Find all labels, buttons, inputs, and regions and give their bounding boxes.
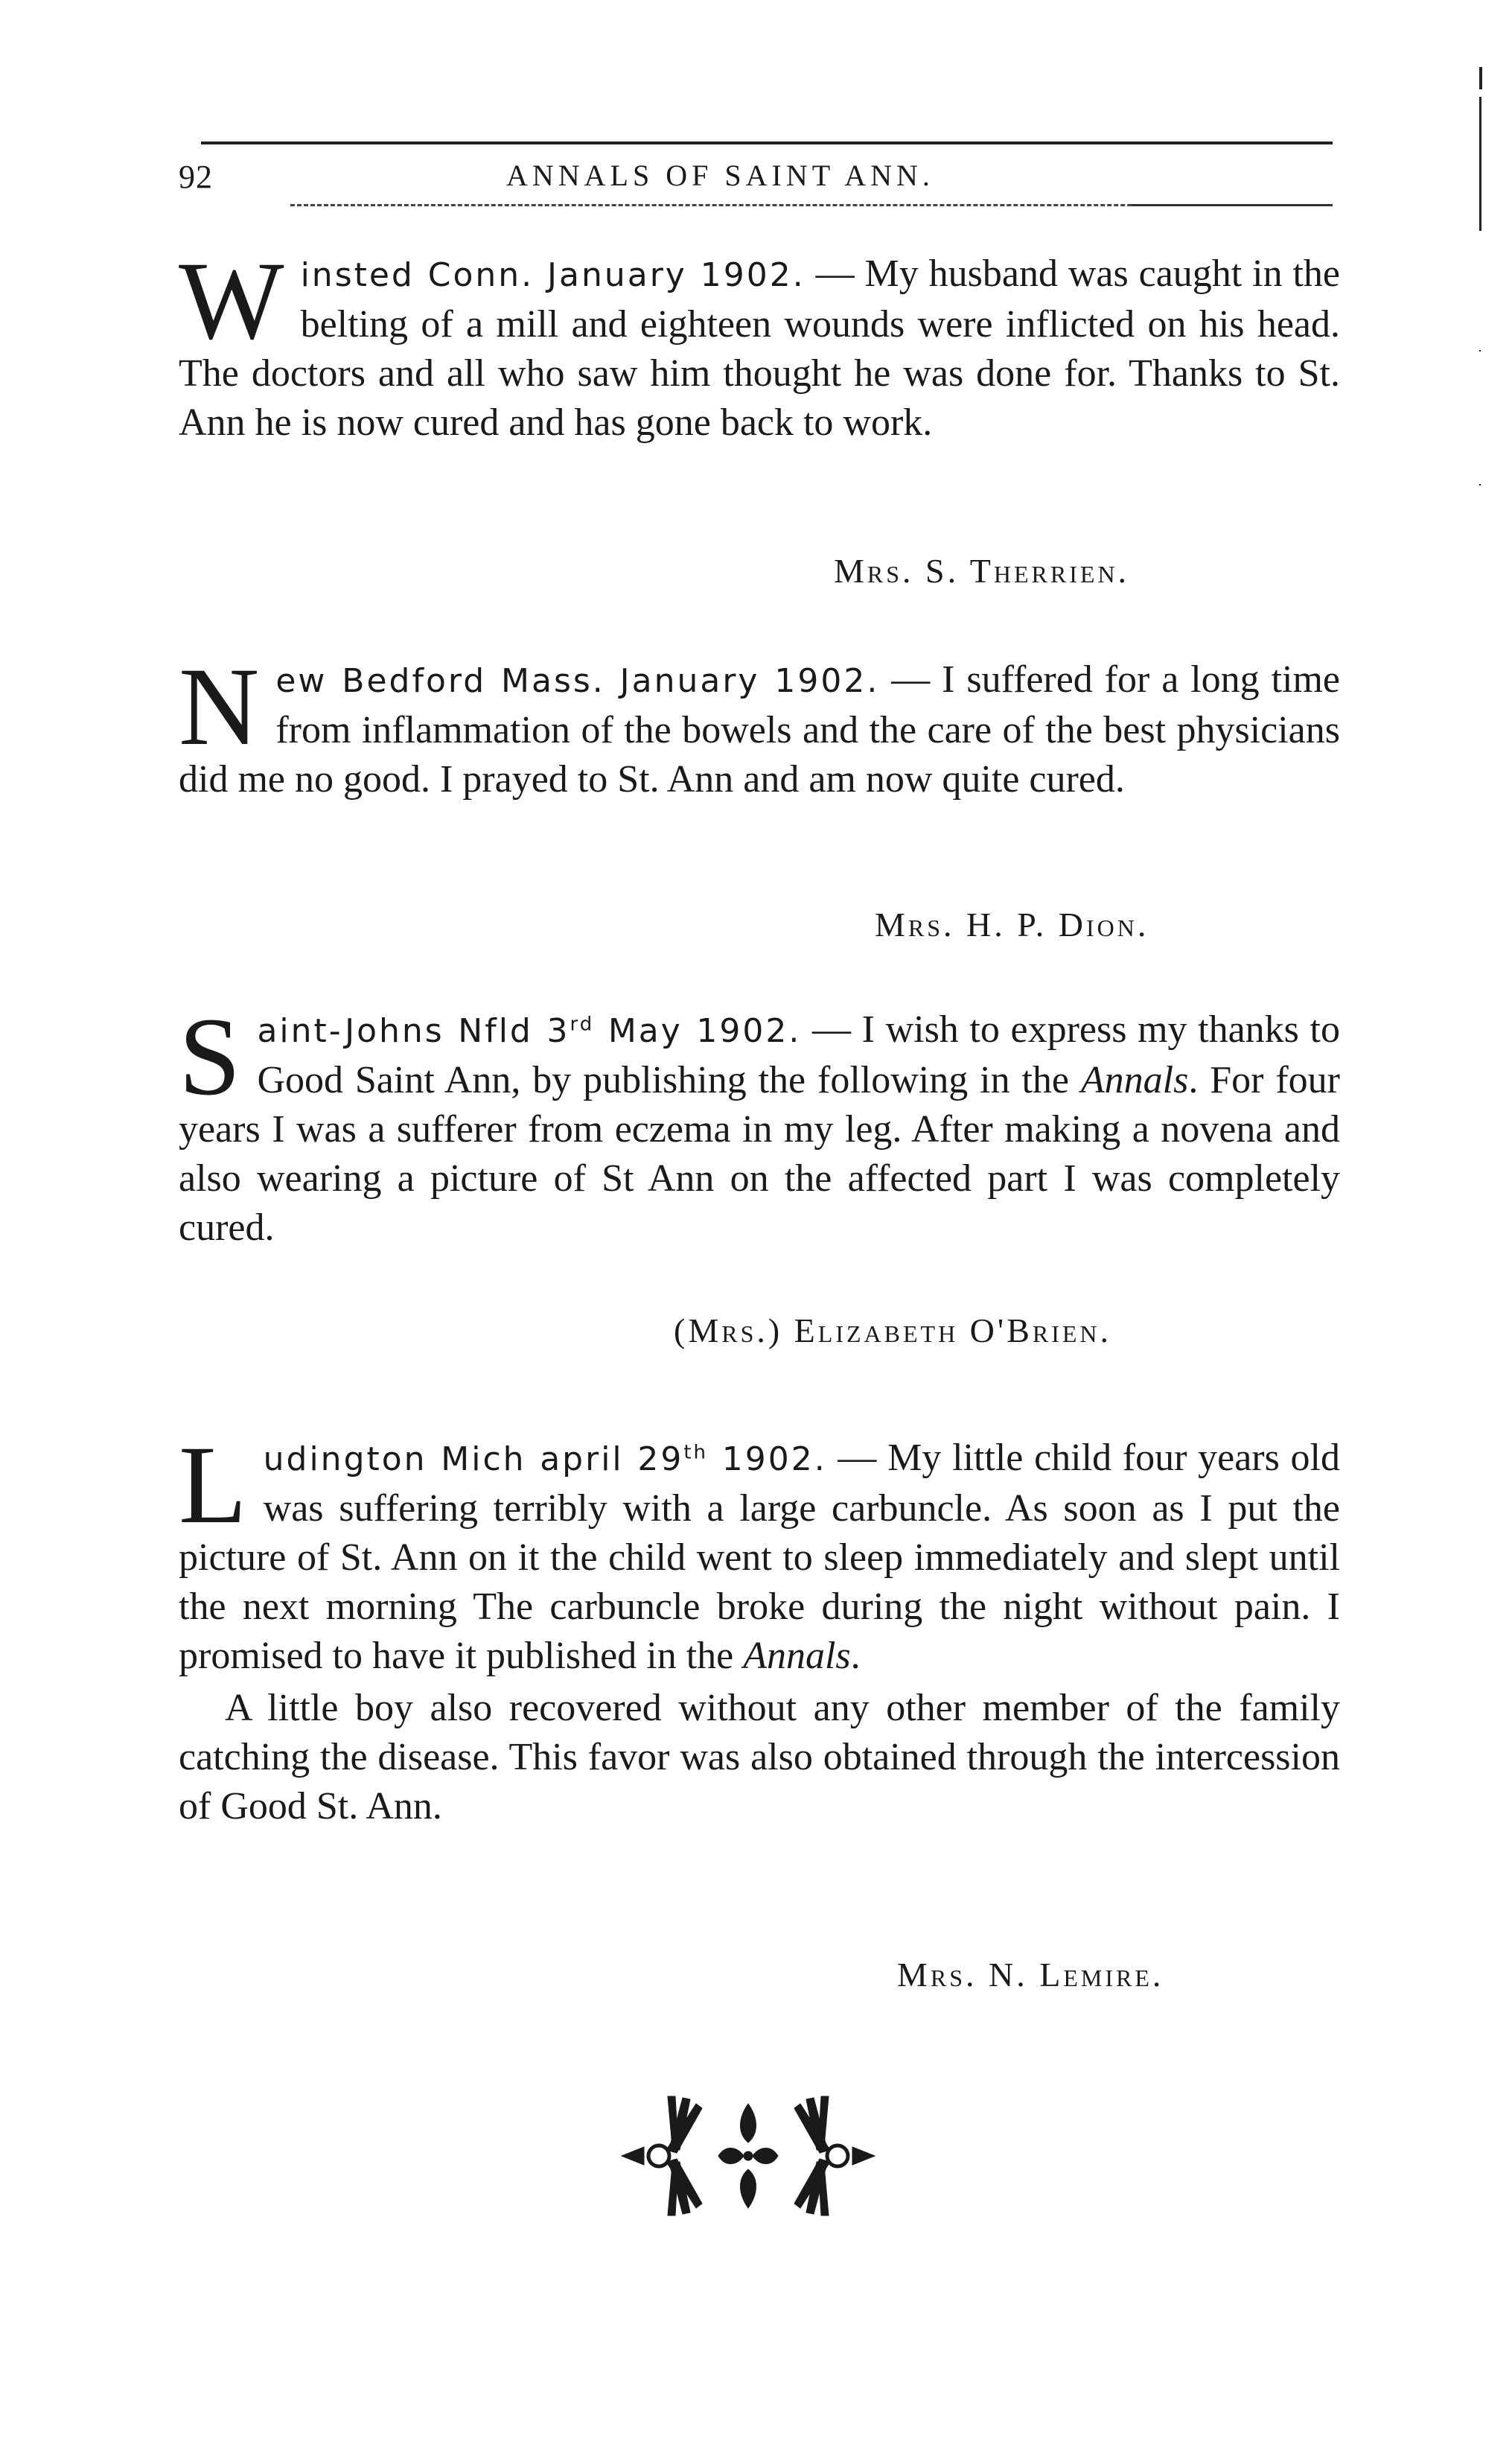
signature: Mrs. N. Lemire. [897,1956,1164,1994]
signature: Mrs. H. P. Dion. [875,906,1149,944]
testimonial-paragraph [179,1423,1341,1681]
testimonial-body: — My husband was caught in the belting of a mill and eighteen wounds were inflicted on his head. The doctors and all who saw him thought he was done for. Thanks to St. Ann he is now cured and has gone back to work. [179,252,1340,444]
testimonial-body: — I wish to express my thanks to Good Saint Ann, by publishing the following in the [257,1008,1340,1101]
testimonial-paragraph [179,645,1341,804]
testimonial-paragraph [179,995,1340,1253]
dateline: aint-Johns Nfld 3rd May 1902. [257,1012,802,1050]
header-rule-right [1132,204,1333,206]
running-header [179,141,1333,216]
signature: (Mrs.) Elizabeth O'Brien. [674,1311,1112,1349]
testimonial-entry [179,239,1340,448]
dateline: ew Bedford Mass. January 1902. [275,662,880,700]
dateline: insted Conn. January 1902. [300,256,806,294]
page-number: 92 [179,159,213,195]
testimonial-body: — I suffered for a long time from inflammation of the bowels and the care of the best physicians did me no good. I prayed to St. Ann and am now quite cured. [179,658,1341,801]
signature: Mrs. S. Therrien. [834,552,1130,590]
testimonial-paragraph: A little boy also recovered without any other member of the family catching the disease. This favor was also obtained through the intercession of Good St. Ann. [179,1687,1340,1828]
testimonial-entry [179,1423,1341,1831]
scan-edge-marks [1478,67,1484,633]
dateline: udington Mich april 29th 1902. [263,1440,827,1478]
testimonial-entry [179,995,1340,1253]
testimonial-paragraph [179,239,1340,448]
drop-cap: W [179,239,284,363]
testimonial-body: — My little child four years old was suffering terribly with a large carbuncle. As soon as I put the picture of St. Ann on it the child went to sleep immediately and slept until the next morning The carbuncle broke during the night without pain. I promised to have it published in the [179,1437,1341,1677]
annals-title: Annals [743,1635,851,1677]
header-rule [201,141,1333,144]
drop-cap: S [179,995,241,1119]
annals-title: Annals [1080,1059,1189,1101]
testimonial-body: . For four years I was a sufferer from eczema in my leg. After making a novena and also wearing a picture of St Ann on the affected part I was completely cured. [179,1059,1340,1249]
testimonial-body: . [850,1635,861,1677]
testimonial-entry [179,645,1341,804]
drop-cap: N [179,645,260,769]
drop-cap: L [179,1423,247,1547]
fleuron-ornament-icon [592,2078,905,2234]
running-title: ANNALS OF SAINT ANN. [506,159,934,192]
